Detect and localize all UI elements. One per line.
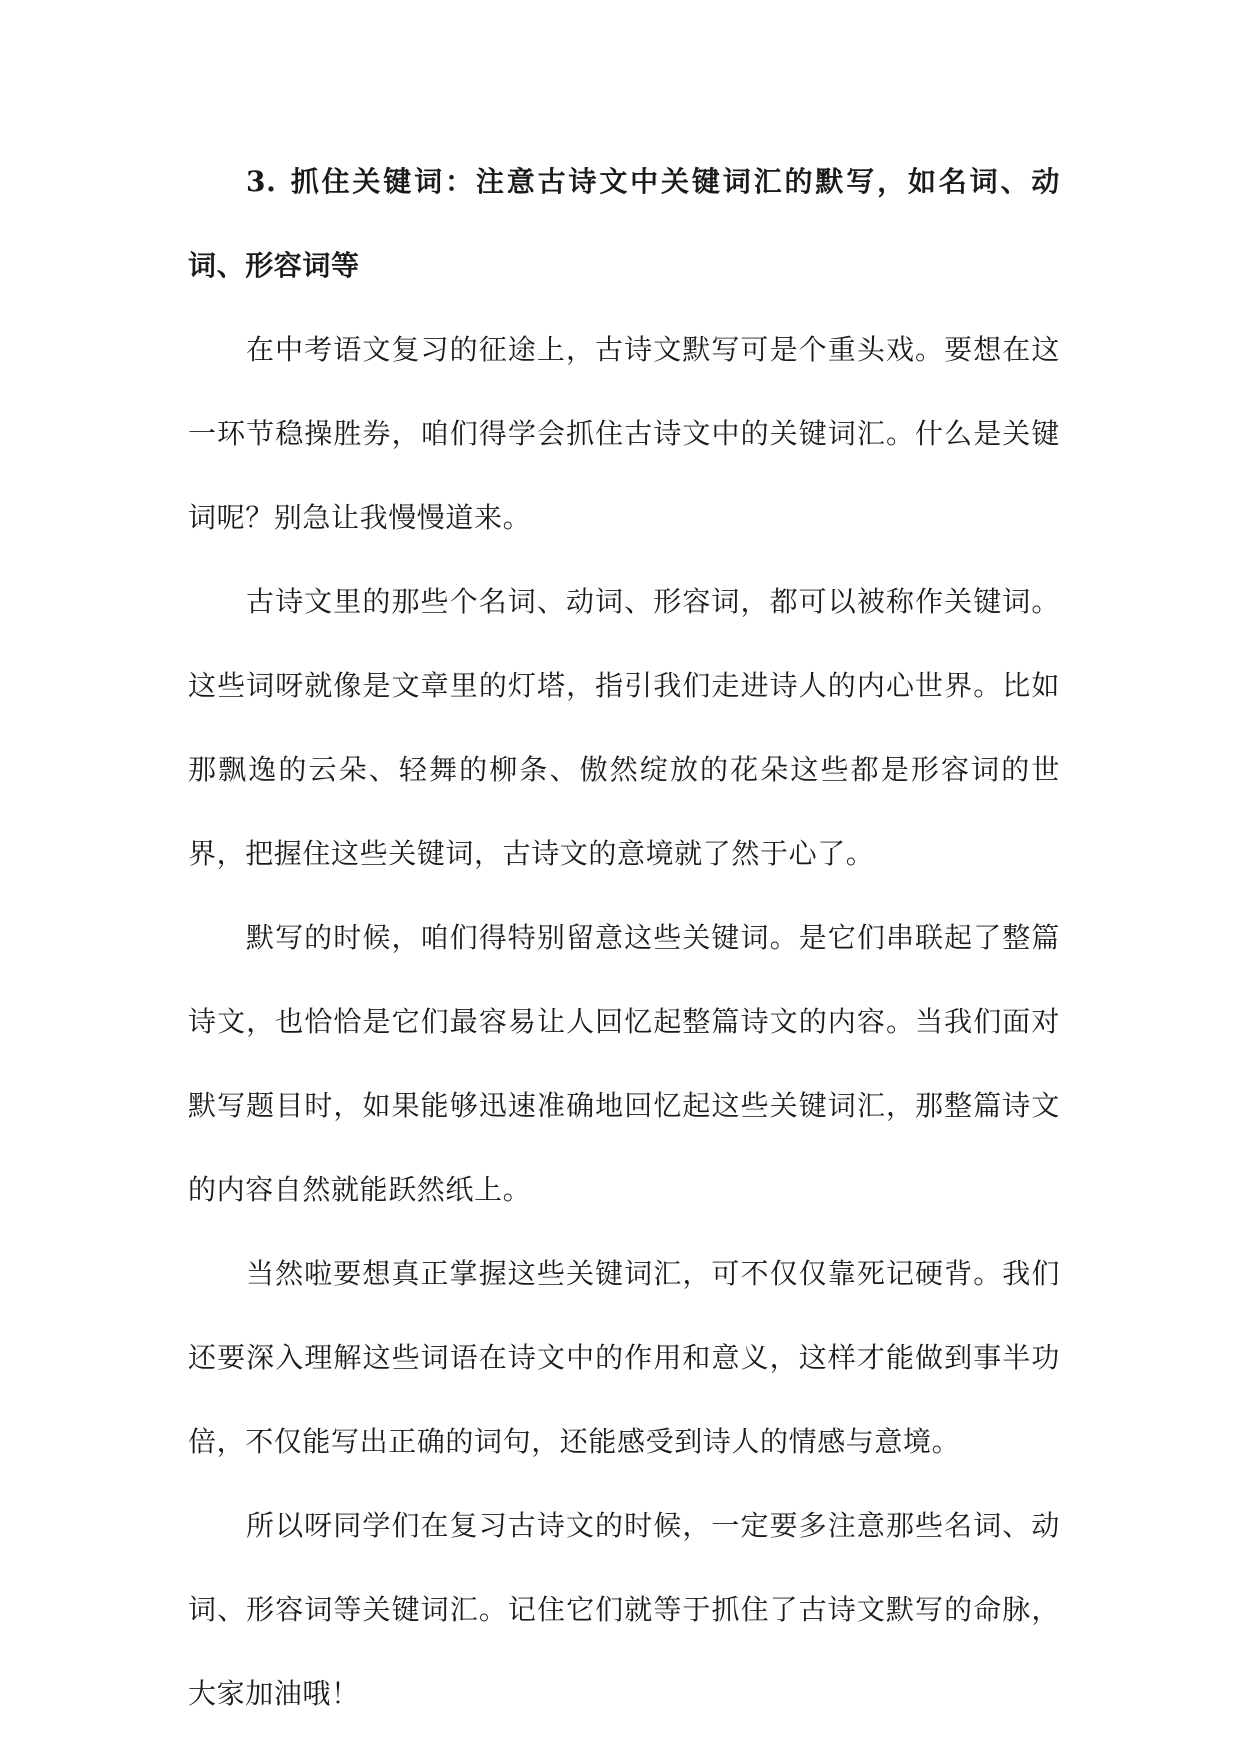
document-body [188,140,1060,1736]
paragraph-1: 在中考语文复习的征途上，古诗文默写可是个重头戏。要想在这一环节稳操胜券，咱们得学会抓住古诗文中的关键词汇。什么是关键词呢？别急让我慢慢道来。 [188,333,1060,534]
paragraph-3: 默写的时候，咱们得特别留意这些关键词。是它们串联起了整篇诗文，也恰恰是它们最容易让人回忆起整篇诗文的内容。当我们面对默写题目时，如果能够迅速准确地回忆起这些关键词汇，那整篇诗文的内容自然就能跃然纸上。 [188,921,1060,1206]
paragraph-2: 古诗文里的那些个名词、动词、形容词，都可以被称作关键词。这些词呀就像是文章里的灯塔，指引我们走进诗人的内心世界。比如那飘逸的云朵、轻舞的柳条、傲然绽放的花朵这些都是形容词的世界，把握住这些关键词，古诗文的意境就了然于心了。 [188,585,1060,870]
section-heading [188,140,1060,308]
section-title: 抓住关键词：注意古诗文中关键词汇的默写，如名词、动词、形容词等 [188,165,1060,282]
paragraph-5: 所以呀同学们在复习古诗文的时候，一定要多注意那些名词、动词、形容词等关键词汇。记住它们就等于抓住了古诗文默写的命脉，大家加油哦！ [188,1509,1060,1710]
paragraph-4: 当然啦要想真正掌握这些关键词汇，可不仅仅靠死记硬背。我们还要深入理解这些词语在诗文中的作用和意义，这样才能做到事半功倍，不仅能写出正确的词句，还能感受到诗人的情感与意境。 [188,1257,1060,1458]
section-number: 3. [246,165,277,198]
